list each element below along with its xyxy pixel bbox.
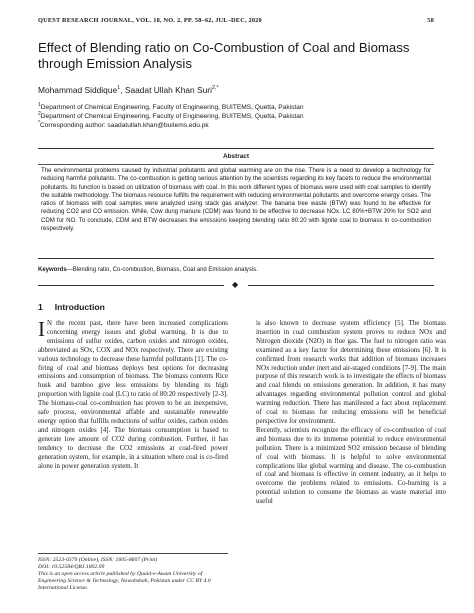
license-line: This is an open access article published by Quaid-e-Awam University of Engineering Science & Technology, Nawabshah, Pakistan under CC BY 4.0 International License.: [38, 570, 211, 591]
journal-citation: QUEST RESEARCH JOURNAL, VOL. 18, NO. 2, PP. 58–62, JUL–DEC, 2020: [38, 17, 262, 24]
ornament-line-right: [248, 285, 434, 286]
body-column-right: [256, 320, 446, 507]
section-heading: [38, 302, 105, 312]
body-column-left: [38, 317, 228, 471]
affiliation-text: Department of Chemical Engineering, Faculty of Engineering, BUITEMS, Quetta, Pakistan: [40, 113, 304, 121]
keywords-label: Keywords: [38, 267, 67, 273]
abstract-heading: Abstract: [223, 153, 249, 160]
corresponding-author: [38, 119, 209, 130]
diamond-icon: ◆: [232, 280, 239, 289]
ornament-line-left: [38, 285, 224, 286]
paper-title: Effect of Blending ratio on Co-Combustion of Coal and Biomass through Emission Analysis: [38, 40, 410, 71]
corresponding-email[interactable]: Corresponding author: saadatullah.khan@buitems.edu.pk: [39, 122, 209, 130]
affiliation-mark: 1: [38, 102, 41, 108]
doi-line[interactable]: DOI: 10.52584/QRJ.1802.09: [38, 563, 105, 570]
affiliation-mark: 2: [38, 111, 41, 117]
author-1-affil-mark: 1: [117, 85, 121, 92]
author-2: Saadat Ullah Khan Suri: [124, 85, 212, 95]
affiliation-text: Department of Chemical Engineering, Faculty of Engineering, BUITEMS, Quetta, Pakistan: [40, 104, 304, 112]
drop-cap: I: [38, 317, 45, 341]
abstract-divider: [38, 164, 434, 165]
corresponding-mark: *: [38, 120, 40, 126]
abstract-text: The environmental problems caused by industrial pollutants and global warming are on the rise. There is a need to develop a technology for reducing harmful pollutants. The co-combustion is getting serious attention by the scientists regarding its key facets to reduce the environmental pollutants. Its function is based on utilization of biomass with coal. In this work different types of biomass were used with coal samples to identify the suitable methodology. The biomass resource fulfills the requirement with reducing environmental pollutants and overcome energy crises. The ratios of biomass with coal samples were analyzed using stack gas analyzer. The banana tree waste (BTW) was found to be effective for reducing CO2 and CO emission. While, Cow dung manure (CDM) was found to be effective to decrease NOx. LC 80%+BTW 20% for SO2 and CDM for NO. To conclude, CDM and BTW decreases the emissions keeping blending ratio 80:20 with lignite coal to biomass in co-combustion respectively.: [41, 167, 431, 233]
abstract-box: [38, 148, 434, 259]
intro-text: N the recent past, there have been increased complications concerning energy issues and global warming. It is due to emissions of sulfur oxides, carbon oxides and nitrogen oxides, abbreviated as SOx, COX and NOx respectively. There are existing various technology to decrease these harmful pollutants [1]. The co-firing of coal and biomass deploys best options for decreasing emissions and consumption of biomass. The biomass contents Rice husk and bamboo give less emissions by blending its high proportion with lignite coal (LC) to ratio of 80:20 respectively [2-3]. The biomass-coal co-combustion has proven to be an inexpensive, safe process, environmental affable and sustainable renewable energy option that fulfills reductions of sulfur oxides, carbon oxides and nitrogen oxides [4]. The biomass consumption is based to generate low amount of CO2 during combustion. Further, it has tendency to decrease the CO2 emissions at coal-fired power generation system, for example, in a situation where coal is co-fired alone in power generation system. It: [38, 320, 228, 470]
author-separator: ,: [120, 85, 125, 95]
page-number: 58: [427, 17, 434, 24]
section-number: 1: [38, 302, 43, 312]
intro-paragraph-2: Recently, scientists recognize the efficacy of co-combustion of coal and biomass due to its immense potential to reduce environmental pollution. There is a minimized SO2 emission because of blending of coal with biomass. It is helpful to solve environmental complications like global warming and disease. The co-combustion of coal and biomass is effective in cement industry, as it helps to overcome the problems related to emissions. Co-burning is a potential solution to consume the biomass as waste material into useful: [256, 426, 446, 506]
author-2-affil-mark: 2,*: [211, 85, 219, 92]
intro-paragraph-1: [38, 317, 228, 471]
section-title: Introduction: [54, 302, 105, 312]
keywords: [38, 267, 258, 273]
keywords-text: —Blending ratio, Co-combustion, Biomass, Coal and Emission analysis.: [66, 267, 258, 273]
section-ornament: [38, 281, 434, 291]
running-head: [38, 17, 434, 24]
author-1: Mohammad Siddique: [38, 85, 118, 95]
footnote: [38, 553, 228, 592]
intro-paragraph-cont: is also known to decrease system efficiency [5]. The biomass insertion in coal combustion system proves to reduce NOx and Nitrogen dioxide (N2O) in flue gas. The fuel to nitrogen ratio was examined as a key factor for determining these emissions [6]. It is confirmed from research works that addition of biomass increases NOx reduction under inert and air-staged conditions [7-9]. The main purpose of this research work is to investigate the effects of biomass and coal blends on emissions generation. In addition, it has many advantages regarding environmental pollution control and global warming reduction. There has manifested a fact about replacement of coal to biomass for reducing emissions will be beneficial perspective for environment.: [256, 320, 446, 425]
author-list: [38, 85, 219, 95]
issn-line: ISSN: 2523-0379 (Online), ISSN: 1605-8607 (Print): [38, 557, 158, 563]
